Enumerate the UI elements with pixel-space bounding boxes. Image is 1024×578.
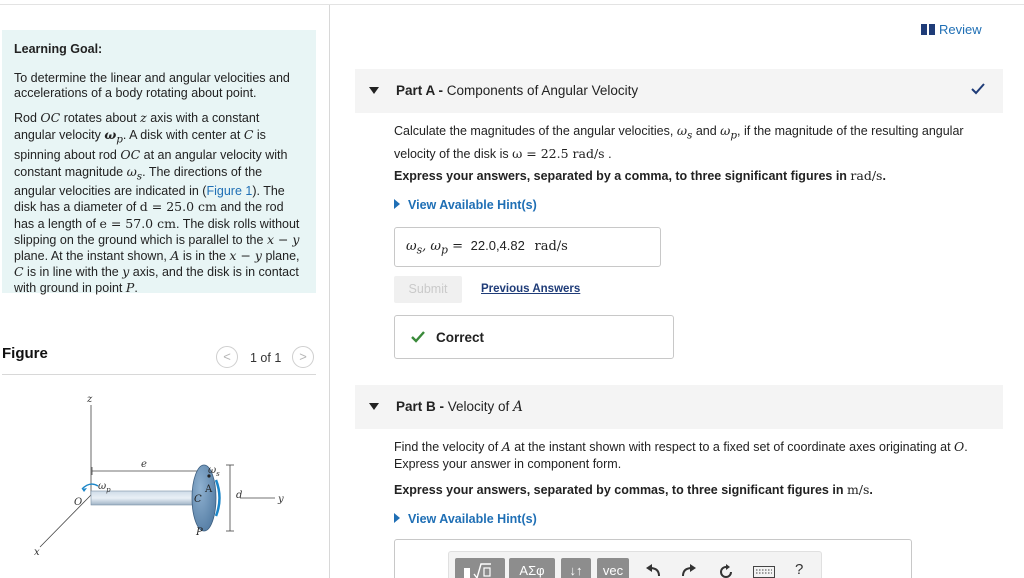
part-a-hint-link[interactable]: View Available Hint(s) xyxy=(394,198,537,212)
figure-next-button[interactable]: > xyxy=(292,346,314,368)
templates-button[interactable] xyxy=(455,558,505,578)
figure-counter: 1 of 1 xyxy=(250,351,282,365)
keyboard-icon[interactable] xyxy=(753,566,775,578)
collapse-triangle-icon xyxy=(369,87,379,94)
figure-prev-button[interactable]: < xyxy=(216,346,238,368)
x-axis-label: x xyxy=(34,547,40,558)
y-axis-label: y xyxy=(278,494,284,505)
part-b-instruction: Express your answers, separated by commas, to three significant figures in m/s. xyxy=(394,482,873,497)
subscript-button[interactable]: ↓↑ xyxy=(561,558,591,578)
undo-icon[interactable] xyxy=(645,564,661,578)
checkmark-icon xyxy=(411,331,425,343)
symbols-button[interactable]: ΑΣφ xyxy=(509,558,555,578)
part-b-title: Part B - Velocity of A xyxy=(396,399,523,415)
expand-triangle-icon xyxy=(394,199,400,209)
math-toolbar xyxy=(448,551,822,578)
feedback-correct-box xyxy=(394,315,674,359)
collapse-triangle-icon xyxy=(369,403,379,410)
learning-goal-title: Learning Goal: xyxy=(14,42,103,56)
omega-p-label: $\omega_p$ xyxy=(98,481,111,494)
book-icon xyxy=(921,24,935,35)
figure-header xyxy=(2,341,316,375)
part-a-question: Calculate the magnitudes of the angular velocities, $\omega_s$ and $\omega_p$, if the magnitude of the resulting angular velocity of the disk is ω = 22.5 rad/s . xyxy=(394,123,964,161)
help-button[interactable]: ? xyxy=(795,561,804,578)
x-axis xyxy=(40,495,91,547)
point-c-label: C xyxy=(194,494,202,505)
part-b-header[interactable] xyxy=(355,385,1003,429)
left-panel xyxy=(0,5,330,578)
part-a-header[interactable] xyxy=(355,69,1003,113)
point-p-label: P xyxy=(196,527,203,538)
templates-icon xyxy=(462,562,498,578)
part-b-question: Find the velocity of A at the instant shown with respect to a fixed set of coordinate axes originating at O. Express your answer in component form. xyxy=(394,439,968,471)
learning-goal-body: Rod OC rotates about z axis with a constant angular velocity $\omega_p$. A disk with center at C is spinning about rod OC at an angular velocity with constant magnitude $\omega_s$. The directions of the angular velocities are indicated in (Figure 1). The disk has a diameter of d = 25.0 cm and the rod has a length of e = 57.0 cm. The disk rolls without slipping on the ground which is parallel to the x − y plane. At the instant shown, A is in the x − y plane, C is in line with the y axis, and the disk is in contact with ground in point P. xyxy=(14,110,300,296)
part-a-answer-field[interactable]: $\omega_s$, $\omega_p = 22.0,4.82$ rad/s xyxy=(394,227,661,267)
submit-button[interactable]: Submit xyxy=(394,276,462,303)
z-axis-label: z xyxy=(87,394,93,405)
point-a-label: A xyxy=(205,484,213,495)
expand-triangle-icon xyxy=(394,513,400,523)
figure-diagram xyxy=(20,385,300,565)
figure-1-link[interactable]: Figure 1 xyxy=(206,184,253,199)
previous-answers-link[interactable]: Previous Answers xyxy=(481,283,581,295)
learning-goal-box xyxy=(2,30,316,296)
figure-title: Figure xyxy=(2,345,48,362)
vector-button[interactable]: vec xyxy=(597,558,629,578)
part-a-answer-value: 22.0,4.82 xyxy=(470,238,525,253)
part-a-title: Part A - Components of Angular Velocity xyxy=(396,83,639,98)
e-label: e xyxy=(141,459,147,470)
redo-icon[interactable] xyxy=(681,564,697,578)
checkmark-icon xyxy=(971,83,985,95)
disk-spin-arrow xyxy=(216,480,220,516)
part-b-hint-link[interactable]: View Available Hint(s) xyxy=(394,512,537,526)
learning-goal-intro: To determine the linear and angular velocities and accelerations of a body rotating about point. xyxy=(14,71,290,101)
reset-icon[interactable] xyxy=(717,563,735,578)
part-a-instruction: Express your answers, separated by a comma, to three significant figures in rad/s. xyxy=(394,168,886,183)
review-link[interactable]: Review xyxy=(921,22,982,37)
omega-s-label: $\omega_s$ xyxy=(208,465,220,478)
origin-o-label: O xyxy=(74,497,83,508)
d-label: d xyxy=(236,490,243,501)
feedback-label: Correct xyxy=(436,330,485,345)
part-a-answer-unit: rad/s xyxy=(534,239,568,254)
rod-rotation-arrow xyxy=(82,484,98,489)
